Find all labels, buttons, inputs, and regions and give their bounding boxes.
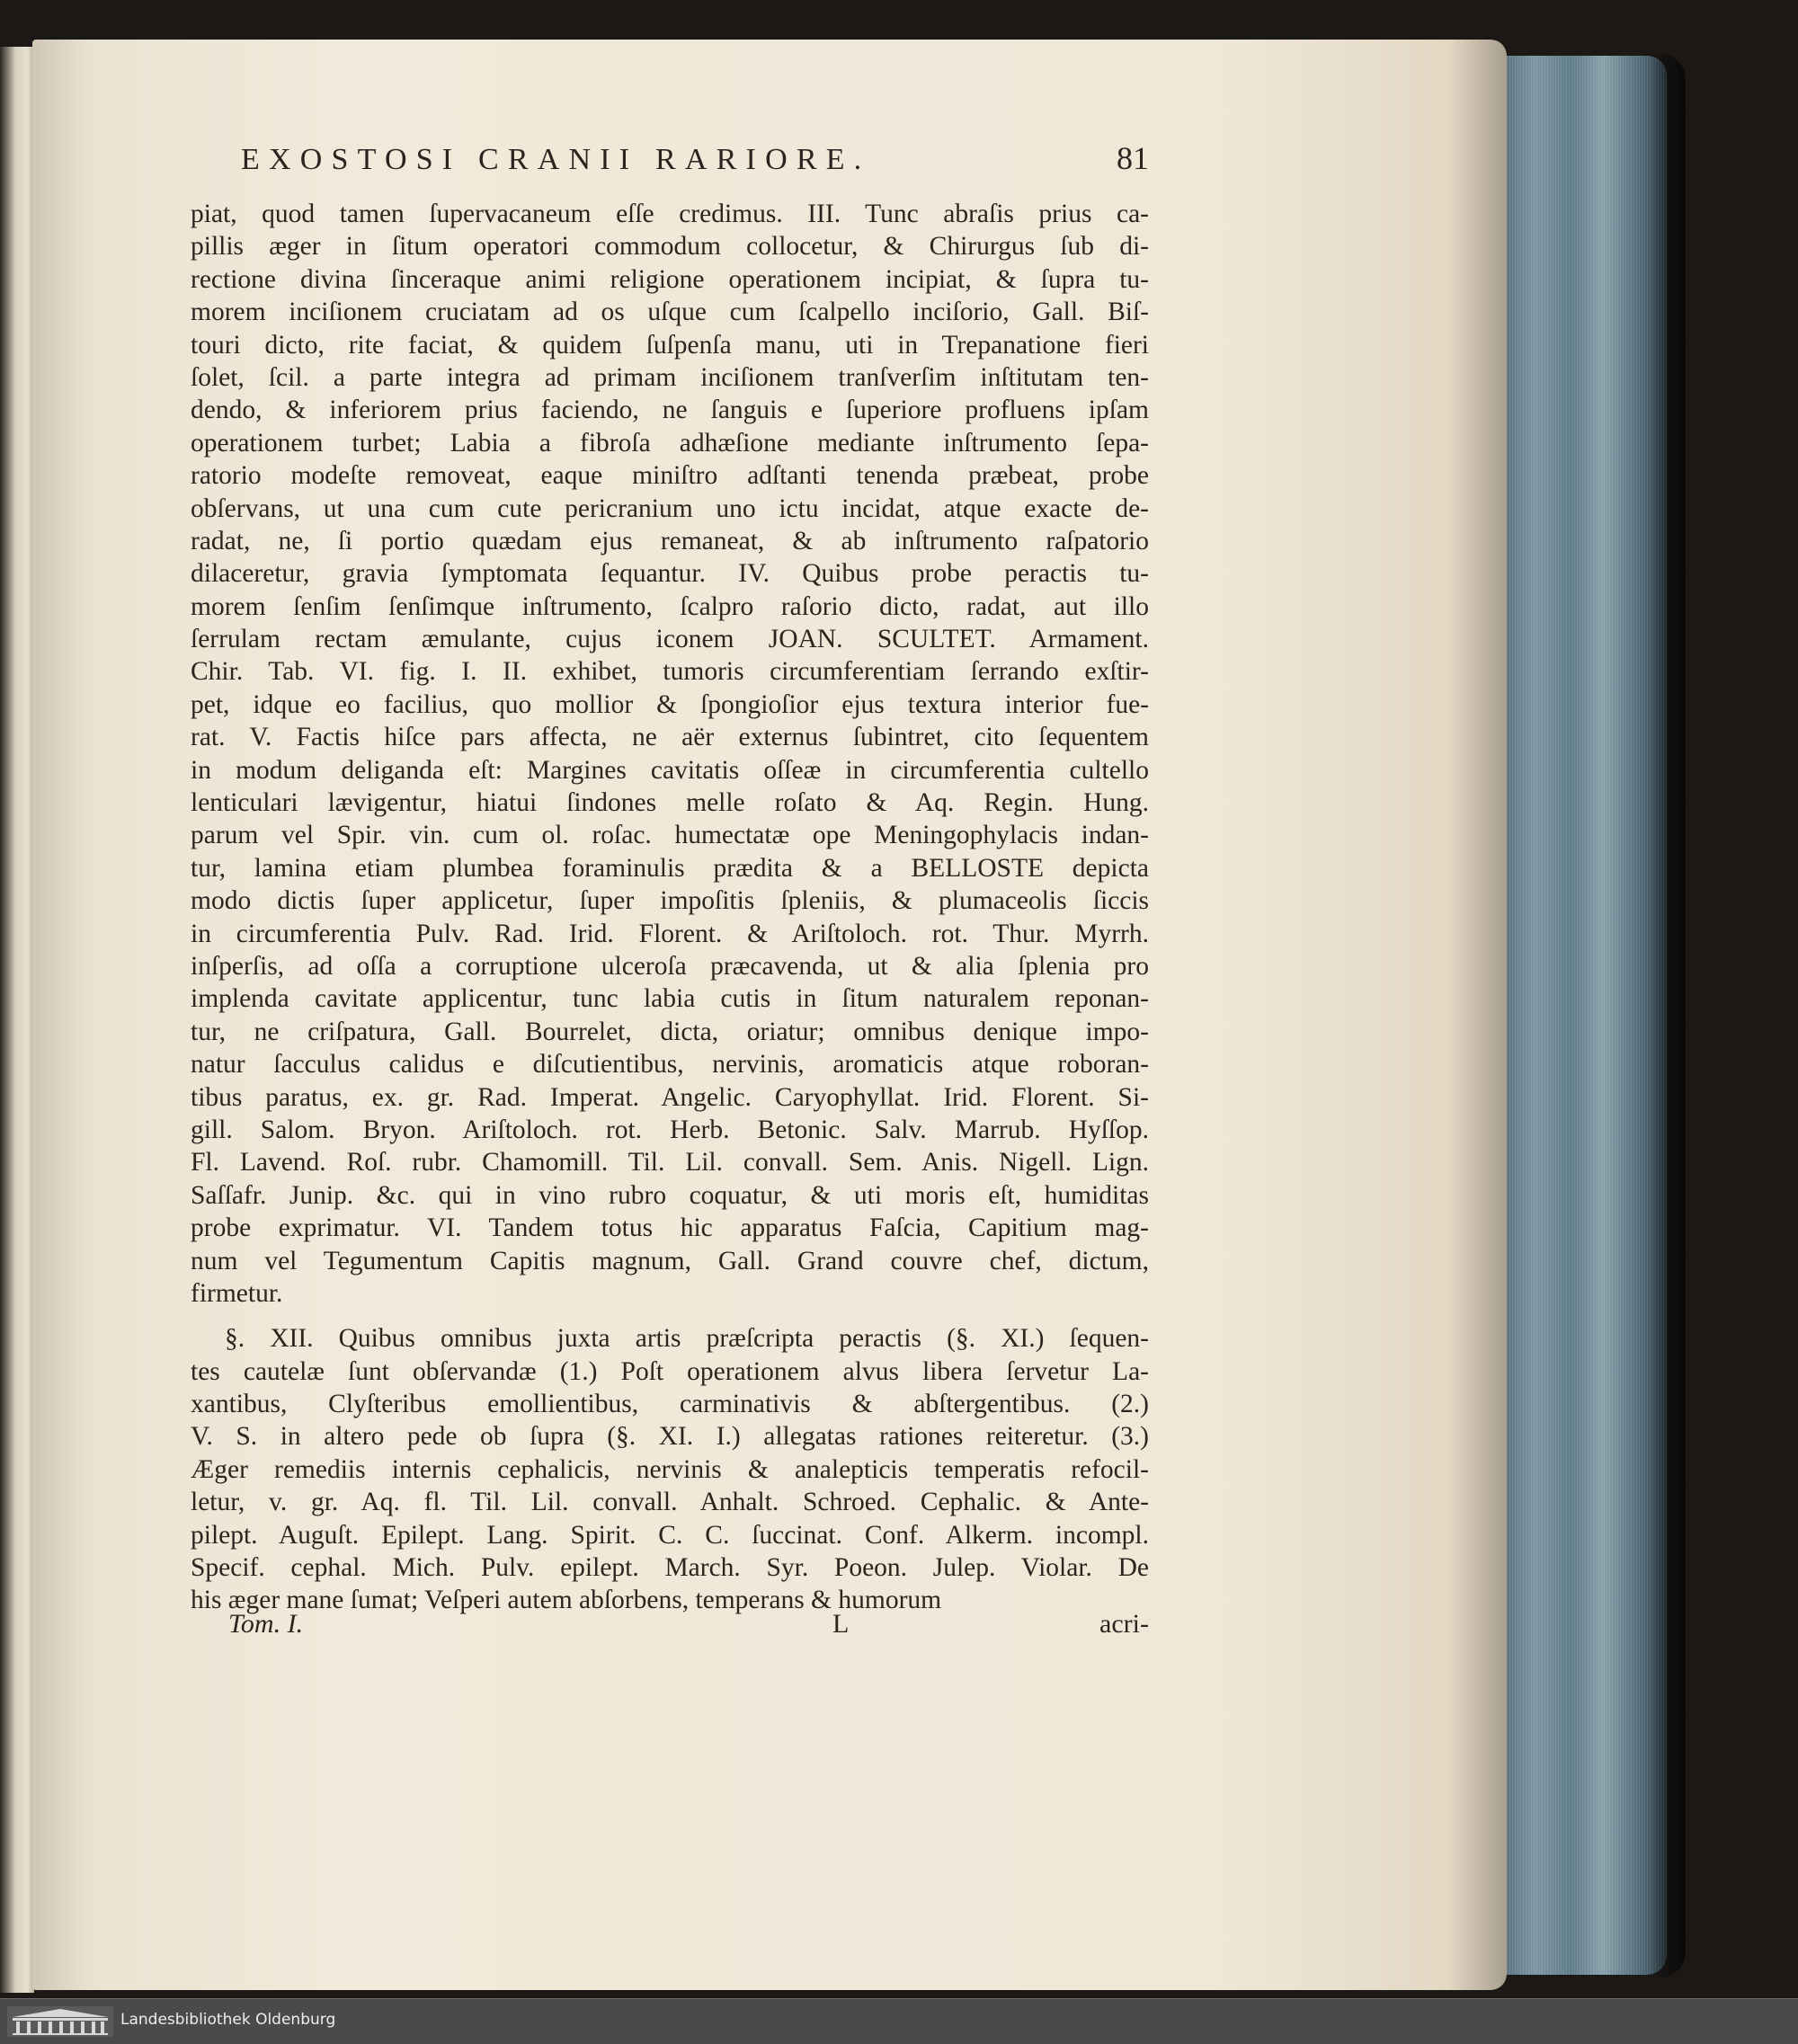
text-line: tibus paratus, ex. gr. Rad. Imperat. Angelic. Caryophyllat. Irid. Florent. Si- xyxy=(191,1082,1149,1112)
text-line: rat. V. Factis hiſce pars affecta, ne aër externus ſubintret, cito ſequentem xyxy=(191,723,1149,752)
text-line: tur, lamina etiam plumbea foraminulis prædita & a BELLOSTE depicta xyxy=(191,853,1149,883)
library-name: Landesbibliothek Oldenburg xyxy=(120,2011,336,2029)
text-line: ratorio modeſte removeat, eaque miniſtro adſtanti tenenda præbeat, probe xyxy=(191,461,1149,491)
text-line: Æger remediis internis cephalicis, nervinis & analepticis temperatis refocil- xyxy=(191,1454,1149,1484)
tome-label: Tom. I. xyxy=(228,1609,304,1639)
text-line: Fl. Lavend. Roſ. rubr. Chamomill. Til. Lil. convall. Sem. Anis. Nigell. Lign. xyxy=(191,1148,1149,1178)
text-line: in modum deliganda eſt: Margines cavitatis oſſeæ in circumferentia cultello xyxy=(191,755,1149,785)
text-line: implenda cavitate applicentur, tunc labia cutis in ſitum naturalem reponan- xyxy=(191,984,1149,1014)
paragraph xyxy=(191,198,1149,1310)
left-page-edge xyxy=(0,47,34,1993)
library-logo-icon xyxy=(7,2006,113,2037)
text-line: operationem turbet; Labia a fibroſa adhæſione mediante inſtrumento ſepa- xyxy=(191,428,1149,458)
text-line: Saſſafr. Junip. &c. qui in vino rubro coquatur, & uti moris eſt, humiditas xyxy=(191,1180,1149,1210)
viewer-footer-bar xyxy=(0,1998,1798,2044)
page-edge-shadow xyxy=(1650,54,1686,1977)
text-line: dendo, & inferiorem prius faciendo, ne ſanguis e ſuperiore profluens ipſam xyxy=(191,395,1149,425)
paragraph xyxy=(191,1322,1149,1617)
text-line: tur, ne criſpatura, Gall. Bourrelet, dicta, oriatur; omnibus denique impo- xyxy=(191,1017,1149,1046)
text-line: Chir. Tab. VI. fig. I. II. exhibet, tumoris circumferentiam ſerrando exſtir- xyxy=(191,657,1149,687)
text-line: tes cautelæ ſunt obſervandæ (1.) Poſt operationem alvus libera ſervetur La- xyxy=(191,1356,1149,1386)
text-line: inſperſis, ad oſſa a corruptione ulceroſa præcavenda, ut & alia ſplenia pro xyxy=(191,951,1149,981)
paragraph-gap xyxy=(191,1310,1149,1322)
text-line: lenticulari lævigentur, hiatui ſindones melle roſato & Aq. Regin. Hung. xyxy=(191,788,1149,818)
text-line: natur ſacculus calidus e diſcutientibus, nervinis, aromaticis atque roboran- xyxy=(191,1050,1149,1080)
signature-mark: L xyxy=(832,1609,850,1639)
text-line: morem ſenſim ſenſimque inſtrumento, ſcalpro raſorio dicto, radat, aut illo xyxy=(191,591,1149,621)
text-line: V. S. in altero pede ob ſupra (§. XI. I.) allegatas rationes reiteretur. (3.) xyxy=(191,1422,1149,1452)
catchword: acri- xyxy=(1099,1609,1149,1639)
text-line: xantibus, Clyſteribus emollientibus, carminativis & abſtergentibus. (2.) xyxy=(191,1390,1149,1419)
text-line: modo dictis ſuper applicetur, ſuper impoſitis ſpleniis, & plumaceolis ſiccis xyxy=(191,886,1149,916)
text-line: firmetur. xyxy=(191,1278,283,1308)
text-line: rectione divina ſinceraque animi religione operationem incipiat, & ſupra tu- xyxy=(191,264,1149,294)
text-line: morem inciſionem cruciatam ad os uſque cum ſcalpello inciſorio, Gall. Biſ- xyxy=(191,298,1149,327)
text-line: piat, quod tamen ſupervacaneum eſſe credimus. III. Tunc abraſis prius ca- xyxy=(191,200,1149,228)
page-number: 81 xyxy=(1117,140,1149,176)
text-line: obſervans, ut una cum cute pericranium uno ictu incidat, atque exacte de- xyxy=(191,493,1149,523)
text-line: §. XII. Quibus omnibus juxta artis præſcripta peractis (§. XI.) ſequen- xyxy=(225,1324,1149,1354)
text-line: num vel Tegumentum Capitis magnum, Gall. Grand couvre chef, dictum, xyxy=(191,1246,1149,1275)
page-block-edge xyxy=(1507,56,1667,1975)
text-line: ſerrulam rectam æmulante, cujus iconem JOAN. SCULTET. Armament. xyxy=(191,625,1149,654)
text-line: parum vel Spir. vin. cum ol. roſac. humectatæ ope Meningophylacis indan- xyxy=(191,821,1149,850)
running-head xyxy=(241,139,1149,177)
text-line: pilept. Auguſt. Epilept. Lang. Spirit. C. C. ſuccinat. Conf. Alkerm. incompl. xyxy=(191,1520,1149,1550)
text-line: probe exprimatur. VI. Tandem totus hic apparatus Faſcia, Capitium mag- xyxy=(191,1213,1149,1243)
text-line: radat, ne, ſi portio quædam ejus remaneat, & ab inſtrumento raſpatorio xyxy=(191,526,1149,555)
text-line: Specif. cephal. Mich. Pulv. epilept. March. Syr. Poeon. Julep. Violar. De xyxy=(191,1553,1149,1583)
text-line: ſolet, ſcil. a parte integra ad primam inciſionem tranſverſim inſtitutam ten- xyxy=(191,362,1149,392)
text-line: in circumferentia Pulv. Rad. Irid. Florent. & Ariſtoloch. rot. Thur. Myrrh. xyxy=(191,919,1149,948)
running-title: EXOSTOSI CRANII RARIORE. xyxy=(241,143,871,176)
text-line: touri dicto, rite faciat, & quidem ſuſpenſa manu, uti in Trepanatione fieri xyxy=(191,330,1149,360)
text-line: gill. Salom. Bryon. Ariſtoloch. rot. Herb. Betonic. Salv. Marrub. Hyſſop. xyxy=(191,1115,1149,1144)
text-line: pet, idque eo facilius, quo mollior & ſpongioſior ejus textura interior fue- xyxy=(191,689,1149,719)
text-line: his æger mane ſumat; Veſperi autem abſorbens, temperans & humorum xyxy=(191,1586,942,1615)
page-footer xyxy=(191,1609,1149,1645)
body-text xyxy=(191,198,1149,1617)
text-line: pillis æger in ſitum operatori commodum collocetur, & Chirurgus ſub di- xyxy=(191,232,1149,262)
text-line: letur, v. gr. Aq. fl. Til. Lil. convall. Anhalt. Schroed. Cephalic. & Ante- xyxy=(191,1488,1149,1517)
text-line: dilaceretur, gravia ſymptomata ſequantur. IV. Quibus probe peractis tu- xyxy=(191,559,1149,589)
